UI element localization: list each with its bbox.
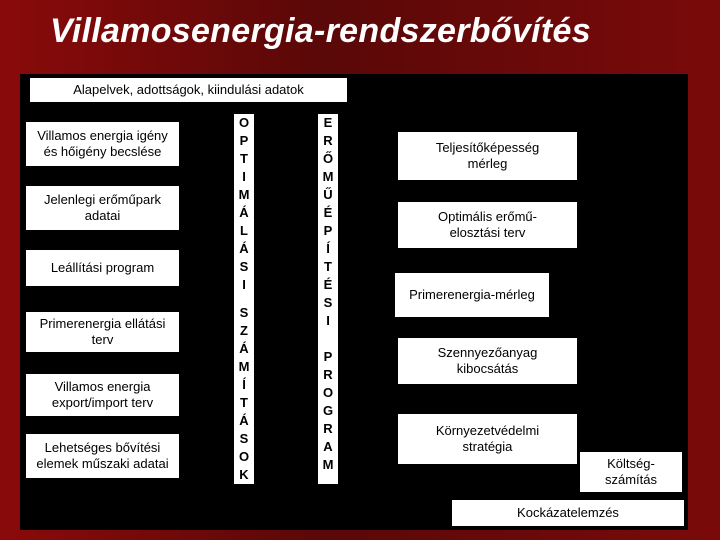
diagram-panel — [20, 74, 688, 530]
column-letter: M — [322, 457, 334, 472]
column-letter: S — [239, 431, 249, 446]
slide-title: Villamosenergia-rendszerbővítés — [50, 12, 591, 50]
column-letter: Ű — [323, 187, 333, 202]
column-letter: S — [239, 259, 249, 274]
risk-analysis-box: Kockázatelemzés — [452, 500, 684, 526]
column-letter: I — [242, 169, 246, 184]
right-box-capacity-balance: Teljesítőképesség mérleg — [398, 132, 577, 180]
column-letter: O — [238, 449, 250, 464]
column-letter: R — [323, 421, 333, 436]
column-letter: E — [323, 115, 333, 130]
column-letter: A — [323, 439, 333, 454]
optimization-calculations-column — [234, 114, 254, 484]
column-letter: É — [323, 277, 333, 292]
column-letter: T — [324, 259, 332, 274]
left-box-shutdown-program: Leállítási program — [26, 250, 179, 286]
left-box-expansion-elements: Lehetséges bővítési elemek műszaki adatai — [26, 434, 179, 478]
column-letter: Á — [239, 205, 249, 220]
column-letter: Á — [239, 413, 249, 428]
column-letter: R — [323, 133, 333, 148]
column-letter: I — [242, 277, 246, 292]
column-letter: I — [326, 313, 330, 328]
top-input-box: Alapelvek, adottságok, kiindulási adatok — [30, 78, 347, 102]
column-letter: P — [239, 133, 249, 148]
column-letter: T — [240, 395, 248, 410]
column-letter: G — [322, 403, 334, 418]
cost-calculation-box: Költség- számítás — [580, 452, 682, 492]
column-letter: É — [323, 205, 333, 220]
column-letter: R — [323, 367, 333, 382]
column-letter: P — [323, 223, 333, 238]
column-letter: M — [238, 187, 250, 202]
column-letter: M — [238, 359, 250, 374]
right-box-pollutant-emission: Szennyezőanyag kibocsátás — [398, 338, 577, 384]
right-box-environmental-strategy: Környezetvédelmi stratégia — [398, 414, 577, 464]
column-letter: P — [323, 349, 333, 364]
power-plant-construction-program-column — [318, 114, 338, 484]
column-letter: L — [240, 223, 248, 238]
column-letter: Á — [239, 241, 249, 256]
column-letter: S — [323, 295, 333, 310]
left-box-primary-energy-supply: Primerenergia ellátási terv — [26, 312, 179, 352]
column-letter: Í — [326, 241, 330, 256]
column-letter: Z — [240, 323, 248, 338]
right-box-optimal-dispatch: Optimális erőmű- elosztási terv — [398, 202, 577, 248]
column-letter: Á — [239, 341, 249, 356]
column-letter: K — [239, 467, 249, 482]
column-letter: O — [238, 115, 250, 130]
column-letter: Ő — [322, 151, 334, 166]
right-box-primary-energy-balance: Primerenergia-mérleg — [395, 273, 549, 317]
column-letter: M — [322, 169, 334, 184]
column-letter: O — [322, 385, 334, 400]
left-box-export-import: Villamos energia export/import terv — [26, 374, 179, 416]
column-letter: S — [239, 305, 249, 320]
column-letter: Í — [242, 377, 246, 392]
left-box-current-plants: Jelenlegi erőműpark adatai — [26, 186, 179, 230]
column-letter: T — [240, 151, 248, 166]
left-box-demand-estimate: Villamos energia igény és hőigény becslése — [26, 122, 179, 166]
